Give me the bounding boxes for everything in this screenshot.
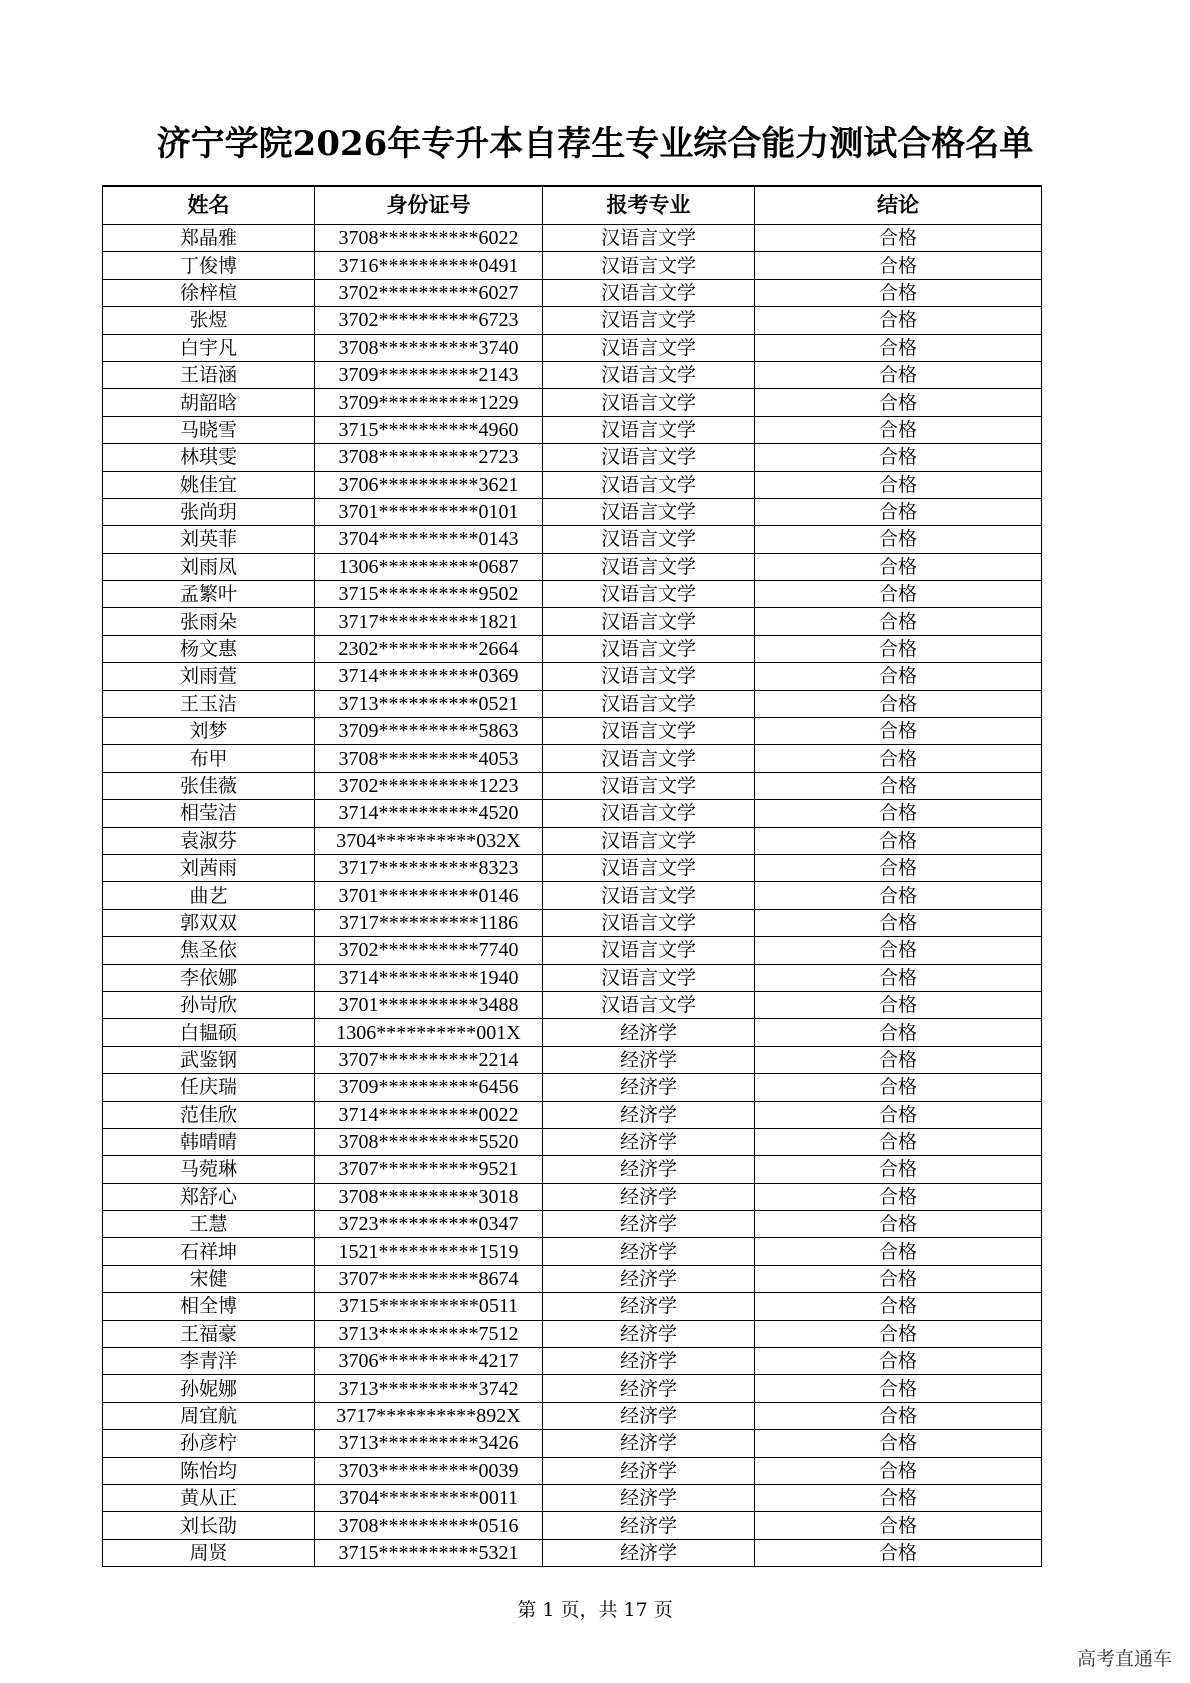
cell-result: 合格 (755, 1183, 1042, 1210)
table-row (103, 991, 1042, 1018)
header-name: 姓名 (103, 186, 315, 225)
cell-id-number: 3709**********6456 (315, 1074, 543, 1101)
qualified-list-table (102, 185, 1042, 1567)
cell-name: 周宜航 (103, 1402, 315, 1429)
cell-name: 孙岢欣 (103, 991, 315, 1018)
cell-major: 经济学 (543, 1539, 755, 1566)
cell-major: 汉语言文学 (543, 991, 755, 1018)
table-header-row (103, 186, 1042, 225)
cell-name: 林琪雯 (103, 444, 315, 471)
cell-major: 汉语言文学 (543, 745, 755, 772)
cell-name: 刘长劭 (103, 1512, 315, 1539)
table-row (103, 444, 1042, 471)
cell-result: 合格 (755, 471, 1042, 498)
cell-id-number: 3706**********4217 (315, 1348, 543, 1375)
table-row (103, 663, 1042, 690)
cell-major: 经济学 (543, 1128, 755, 1155)
cell-name: 张煜 (103, 307, 315, 334)
cell-major: 汉语言文学 (543, 526, 755, 553)
cell-result: 合格 (755, 444, 1042, 471)
cell-major: 经济学 (543, 1484, 755, 1511)
cell-major: 汉语言文学 (543, 361, 755, 388)
cell-result: 合格 (755, 718, 1042, 745)
cell-id-number: 3703**********0039 (315, 1457, 543, 1484)
cell-result: 合格 (755, 1375, 1042, 1402)
cell-name: 孟繁叶 (103, 581, 315, 608)
table-row (103, 471, 1042, 498)
cell-result: 合格 (755, 1265, 1042, 1292)
cell-id-number: 1306**********001X (315, 1019, 543, 1046)
cell-id-number: 3704**********032X (315, 827, 543, 854)
cell-id-number: 3723**********0347 (315, 1211, 543, 1238)
cell-major: 经济学 (543, 1183, 755, 1210)
cell-name: 孙妮娜 (103, 1375, 315, 1402)
table-row (103, 526, 1042, 553)
cell-id-number: 3709**********1229 (315, 389, 543, 416)
table-row (103, 1265, 1042, 1292)
cell-id-number: 3715**********0511 (315, 1293, 543, 1320)
cell-name: 刘梦 (103, 718, 315, 745)
cell-result: 合格 (755, 252, 1042, 279)
cell-major: 汉语言文学 (543, 225, 755, 252)
cell-id-number: 3707**********8674 (315, 1265, 543, 1292)
cell-id-number: 3708**********0516 (315, 1512, 543, 1539)
table-body (103, 225, 1042, 1567)
table-row (103, 827, 1042, 854)
cell-name: 胡韶晗 (103, 389, 315, 416)
table-row (103, 718, 1042, 745)
cell-id-number: 3708**********2723 (315, 444, 543, 471)
cell-result: 合格 (755, 279, 1042, 306)
table-row (103, 937, 1042, 964)
cell-major: 经济学 (543, 1156, 755, 1183)
table-row (103, 882, 1042, 909)
cell-major: 经济学 (543, 1293, 755, 1320)
table-row (103, 581, 1042, 608)
cell-name: 王福豪 (103, 1320, 315, 1347)
cell-name: 李依娜 (103, 964, 315, 991)
cell-name: 陈怡均 (103, 1457, 315, 1484)
cell-result: 合格 (755, 1238, 1042, 1265)
cell-major: 汉语言文学 (543, 909, 755, 936)
cell-major: 汉语言文学 (543, 964, 755, 991)
cell-result: 合格 (755, 882, 1042, 909)
cell-result: 合格 (755, 1211, 1042, 1238)
table-row (103, 1183, 1042, 1210)
cell-result: 合格 (755, 635, 1042, 662)
table-row (103, 854, 1042, 881)
cell-result: 合格 (755, 1512, 1042, 1539)
cell-name: 李青洋 (103, 1348, 315, 1375)
cell-major: 汉语言文学 (543, 882, 755, 909)
cell-name: 刘雨凤 (103, 553, 315, 580)
table-row (103, 909, 1042, 936)
cell-major: 汉语言文学 (543, 416, 755, 443)
cell-name: 武鉴钢 (103, 1046, 315, 1073)
cell-result: 合格 (755, 389, 1042, 416)
cell-result: 合格 (755, 1484, 1042, 1511)
cell-major: 经济学 (543, 1348, 755, 1375)
cell-major: 汉语言文学 (543, 800, 755, 827)
cell-id-number: 3714**********0022 (315, 1101, 543, 1128)
cell-result: 合格 (755, 307, 1042, 334)
cell-result: 合格 (755, 526, 1042, 553)
cell-name: 石祥坤 (103, 1238, 315, 1265)
cell-name: 刘英菲 (103, 526, 315, 553)
cell-major: 汉语言文学 (543, 444, 755, 471)
table-row (103, 1019, 1042, 1046)
cell-id-number: 3708**********4053 (315, 745, 543, 772)
cell-result: 合格 (755, 1046, 1042, 1073)
cell-name: 郑晶雅 (103, 225, 315, 252)
cell-major: 经济学 (543, 1457, 755, 1484)
table-row (103, 1293, 1042, 1320)
cell-result: 合格 (755, 909, 1042, 936)
cell-major: 汉语言文学 (543, 772, 755, 799)
cell-result: 合格 (755, 1128, 1042, 1155)
cell-result: 合格 (755, 964, 1042, 991)
table-row (103, 307, 1042, 334)
cell-id-number: 3713**********3426 (315, 1430, 543, 1457)
table-row (103, 1457, 1042, 1484)
cell-name: 王慧 (103, 1211, 315, 1238)
cell-major: 经济学 (543, 1211, 755, 1238)
cell-major: 汉语言文学 (543, 937, 755, 964)
cell-result: 合格 (755, 1348, 1042, 1375)
cell-id-number: 3704**********0143 (315, 526, 543, 553)
cell-major: 汉语言文学 (543, 690, 755, 717)
cell-id-number: 3702**********1223 (315, 772, 543, 799)
cell-result: 合格 (755, 1293, 1042, 1320)
header-major: 报考专业 (543, 186, 755, 225)
cell-id-number: 3702**********6027 (315, 279, 543, 306)
table-row (103, 334, 1042, 361)
cell-id-number: 3717**********1186 (315, 909, 543, 936)
table-row (103, 498, 1042, 525)
cell-result: 合格 (755, 498, 1042, 525)
cell-major: 经济学 (543, 1265, 755, 1292)
cell-id-number: 3713**********7512 (315, 1320, 543, 1347)
cell-major: 汉语言文学 (543, 279, 755, 306)
table-row (103, 635, 1042, 662)
table-row (103, 1348, 1042, 1375)
cell-major: 汉语言文学 (543, 827, 755, 854)
watermark: 高考直通车 (1076, 1648, 1172, 1670)
cell-name: 相全博 (103, 1293, 315, 1320)
cell-result: 合格 (755, 937, 1042, 964)
table-row (103, 1539, 1042, 1566)
table-row (103, 690, 1042, 717)
table-row (103, 1211, 1042, 1238)
table-row (103, 225, 1042, 252)
cell-name: 韩晴晴 (103, 1128, 315, 1155)
cell-major: 经济学 (543, 1074, 755, 1101)
table-row (103, 1430, 1042, 1457)
table-row (103, 1402, 1042, 1429)
cell-major: 汉语言文学 (543, 498, 755, 525)
table-row (103, 1074, 1042, 1101)
cell-id-number: 3708**********3018 (315, 1183, 543, 1210)
cell-id-number: 2302**********2664 (315, 635, 543, 662)
cell-result: 合格 (755, 991, 1042, 1018)
cell-id-number: 3708**********6022 (315, 225, 543, 252)
cell-name: 相莹洁 (103, 800, 315, 827)
cell-name: 丁俊博 (103, 252, 315, 279)
cell-name: 任庆瑞 (103, 1074, 315, 1101)
cell-name: 姚佳宜 (103, 471, 315, 498)
cell-name: 王语涵 (103, 361, 315, 388)
table-row (103, 608, 1042, 635)
cell-id-number: 3715**********5321 (315, 1539, 543, 1566)
cell-name: 马菀琳 (103, 1156, 315, 1183)
table-row (103, 800, 1042, 827)
cell-name: 黄从正 (103, 1484, 315, 1511)
cell-id-number: 3707**********2214 (315, 1046, 543, 1073)
cell-name: 白韫硕 (103, 1019, 315, 1046)
cell-result: 合格 (755, 827, 1042, 854)
cell-id-number: 1306**********0687 (315, 553, 543, 580)
table-row (103, 1484, 1042, 1511)
cell-name: 布甲 (103, 745, 315, 772)
cell-result: 合格 (755, 1457, 1042, 1484)
table-row (103, 279, 1042, 306)
table-row (103, 416, 1042, 443)
cell-result: 合格 (755, 690, 1042, 717)
cell-name: 孙彦柠 (103, 1430, 315, 1457)
cell-result: 合格 (755, 608, 1042, 635)
cell-name: 张佳薇 (103, 772, 315, 799)
cell-major: 经济学 (543, 1101, 755, 1128)
cell-result: 合格 (755, 1430, 1042, 1457)
cell-major: 汉语言文学 (543, 252, 755, 279)
table-row (103, 964, 1042, 991)
cell-name: 王玉洁 (103, 690, 315, 717)
cell-name: 郑舒心 (103, 1183, 315, 1210)
cell-id-number: 3702**********7740 (315, 937, 543, 964)
table-row (103, 1046, 1042, 1073)
cell-result: 合格 (755, 334, 1042, 361)
cell-result: 合格 (755, 663, 1042, 690)
table-row (103, 772, 1042, 799)
cell-id-number: 3716**********0491 (315, 252, 543, 279)
cell-name: 袁淑芬 (103, 827, 315, 854)
cell-major: 汉语言文学 (543, 635, 755, 662)
cell-result: 合格 (755, 1320, 1042, 1347)
cell-major: 汉语言文学 (543, 389, 755, 416)
cell-major: 汉语言文学 (543, 307, 755, 334)
cell-id-number: 3715**********9502 (315, 581, 543, 608)
cell-result: 合格 (755, 1101, 1042, 1128)
cell-id-number: 3708**********5520 (315, 1128, 543, 1155)
cell-name: 徐梓楦 (103, 279, 315, 306)
cell-result: 合格 (755, 854, 1042, 881)
page-title: 济宁学院2026年专升本自荐生专业综合能力测试合格名单 (156, 124, 1034, 164)
cell-result: 合格 (755, 416, 1042, 443)
cell-id-number: 3714**********4520 (315, 800, 543, 827)
cell-id-number: 3709**********2143 (315, 361, 543, 388)
cell-major: 汉语言文学 (543, 854, 755, 881)
cell-major: 经济学 (543, 1512, 755, 1539)
cell-id-number: 3706**********3621 (315, 471, 543, 498)
cell-result: 合格 (755, 800, 1042, 827)
table-row (103, 553, 1042, 580)
cell-major: 经济学 (543, 1046, 755, 1073)
cell-id-number: 3717**********1821 (315, 608, 543, 635)
table-row (103, 1320, 1042, 1347)
cell-major: 汉语言文学 (543, 471, 755, 498)
page-footer: 第 1 页，共 17 页 (517, 1599, 673, 1621)
cell-id-number: 3701**********0146 (315, 882, 543, 909)
cell-major: 汉语言文学 (543, 663, 755, 690)
cell-name: 宋健 (103, 1265, 315, 1292)
cell-major: 汉语言文学 (543, 581, 755, 608)
cell-id-number: 3709**********5863 (315, 718, 543, 745)
cell-id-number: 3713**********3742 (315, 1375, 543, 1402)
cell-name: 刘茜雨 (103, 854, 315, 881)
cell-name: 曲艺 (103, 882, 315, 909)
cell-id-number: 3704**********0011 (315, 1484, 543, 1511)
cell-name: 刘雨萱 (103, 663, 315, 690)
table-row (103, 1101, 1042, 1128)
table-row (103, 1512, 1042, 1539)
table-row (103, 1238, 1042, 1265)
cell-result: 合格 (755, 1074, 1042, 1101)
cell-result: 合格 (755, 745, 1042, 772)
cell-id-number: 3713**********0521 (315, 690, 543, 717)
cell-major: 经济学 (543, 1402, 755, 1429)
table-row (103, 389, 1042, 416)
table-row (103, 745, 1042, 772)
header-result: 结论 (755, 186, 1042, 225)
cell-result: 合格 (755, 1402, 1042, 1429)
cell-result: 合格 (755, 581, 1042, 608)
cell-name: 张尚玥 (103, 498, 315, 525)
cell-id-number: 3708**********3740 (315, 334, 543, 361)
cell-result: 合格 (755, 553, 1042, 580)
table-row (103, 252, 1042, 279)
cell-result: 合格 (755, 1156, 1042, 1183)
cell-name: 焦圣依 (103, 937, 315, 964)
cell-id-number: 3717**********8323 (315, 854, 543, 881)
table-row (103, 1375, 1042, 1402)
cell-major: 经济学 (543, 1320, 755, 1347)
cell-major: 经济学 (543, 1375, 755, 1402)
cell-name: 白宇凡 (103, 334, 315, 361)
cell-major: 经济学 (543, 1238, 755, 1265)
table-row (103, 1128, 1042, 1155)
table-row (103, 361, 1042, 388)
cell-result: 合格 (755, 1019, 1042, 1046)
cell-result: 合格 (755, 225, 1042, 252)
table-row (103, 1156, 1042, 1183)
cell-id-number: 3702**********6723 (315, 307, 543, 334)
cell-name: 马晓雪 (103, 416, 315, 443)
cell-major: 汉语言文学 (543, 608, 755, 635)
cell-id-number: 3714**********1940 (315, 964, 543, 991)
cell-name: 郭双双 (103, 909, 315, 936)
cell-result: 合格 (755, 772, 1042, 799)
cell-name: 周贤 (103, 1539, 315, 1566)
cell-major: 汉语言文学 (543, 553, 755, 580)
cell-name: 张雨朵 (103, 608, 315, 635)
cell-id-number: 3701**********3488 (315, 991, 543, 1018)
cell-name: 杨文惠 (103, 635, 315, 662)
cell-name: 范佳欣 (103, 1101, 315, 1128)
cell-id-number: 1521**********1519 (315, 1238, 543, 1265)
cell-major: 汉语言文学 (543, 718, 755, 745)
cell-major: 经济学 (543, 1430, 755, 1457)
cell-major: 汉语言文学 (543, 334, 755, 361)
cell-result: 合格 (755, 361, 1042, 388)
cell-id-number: 3715**********4960 (315, 416, 543, 443)
cell-major: 经济学 (543, 1019, 755, 1046)
cell-id-number: 3707**********9521 (315, 1156, 543, 1183)
cell-id-number: 3717**********892X (315, 1402, 543, 1429)
cell-result: 合格 (755, 1539, 1042, 1566)
header-id-number: 身份证号 (315, 186, 543, 225)
cell-id-number: 3701**********0101 (315, 498, 543, 525)
cell-id-number: 3714**********0369 (315, 663, 543, 690)
